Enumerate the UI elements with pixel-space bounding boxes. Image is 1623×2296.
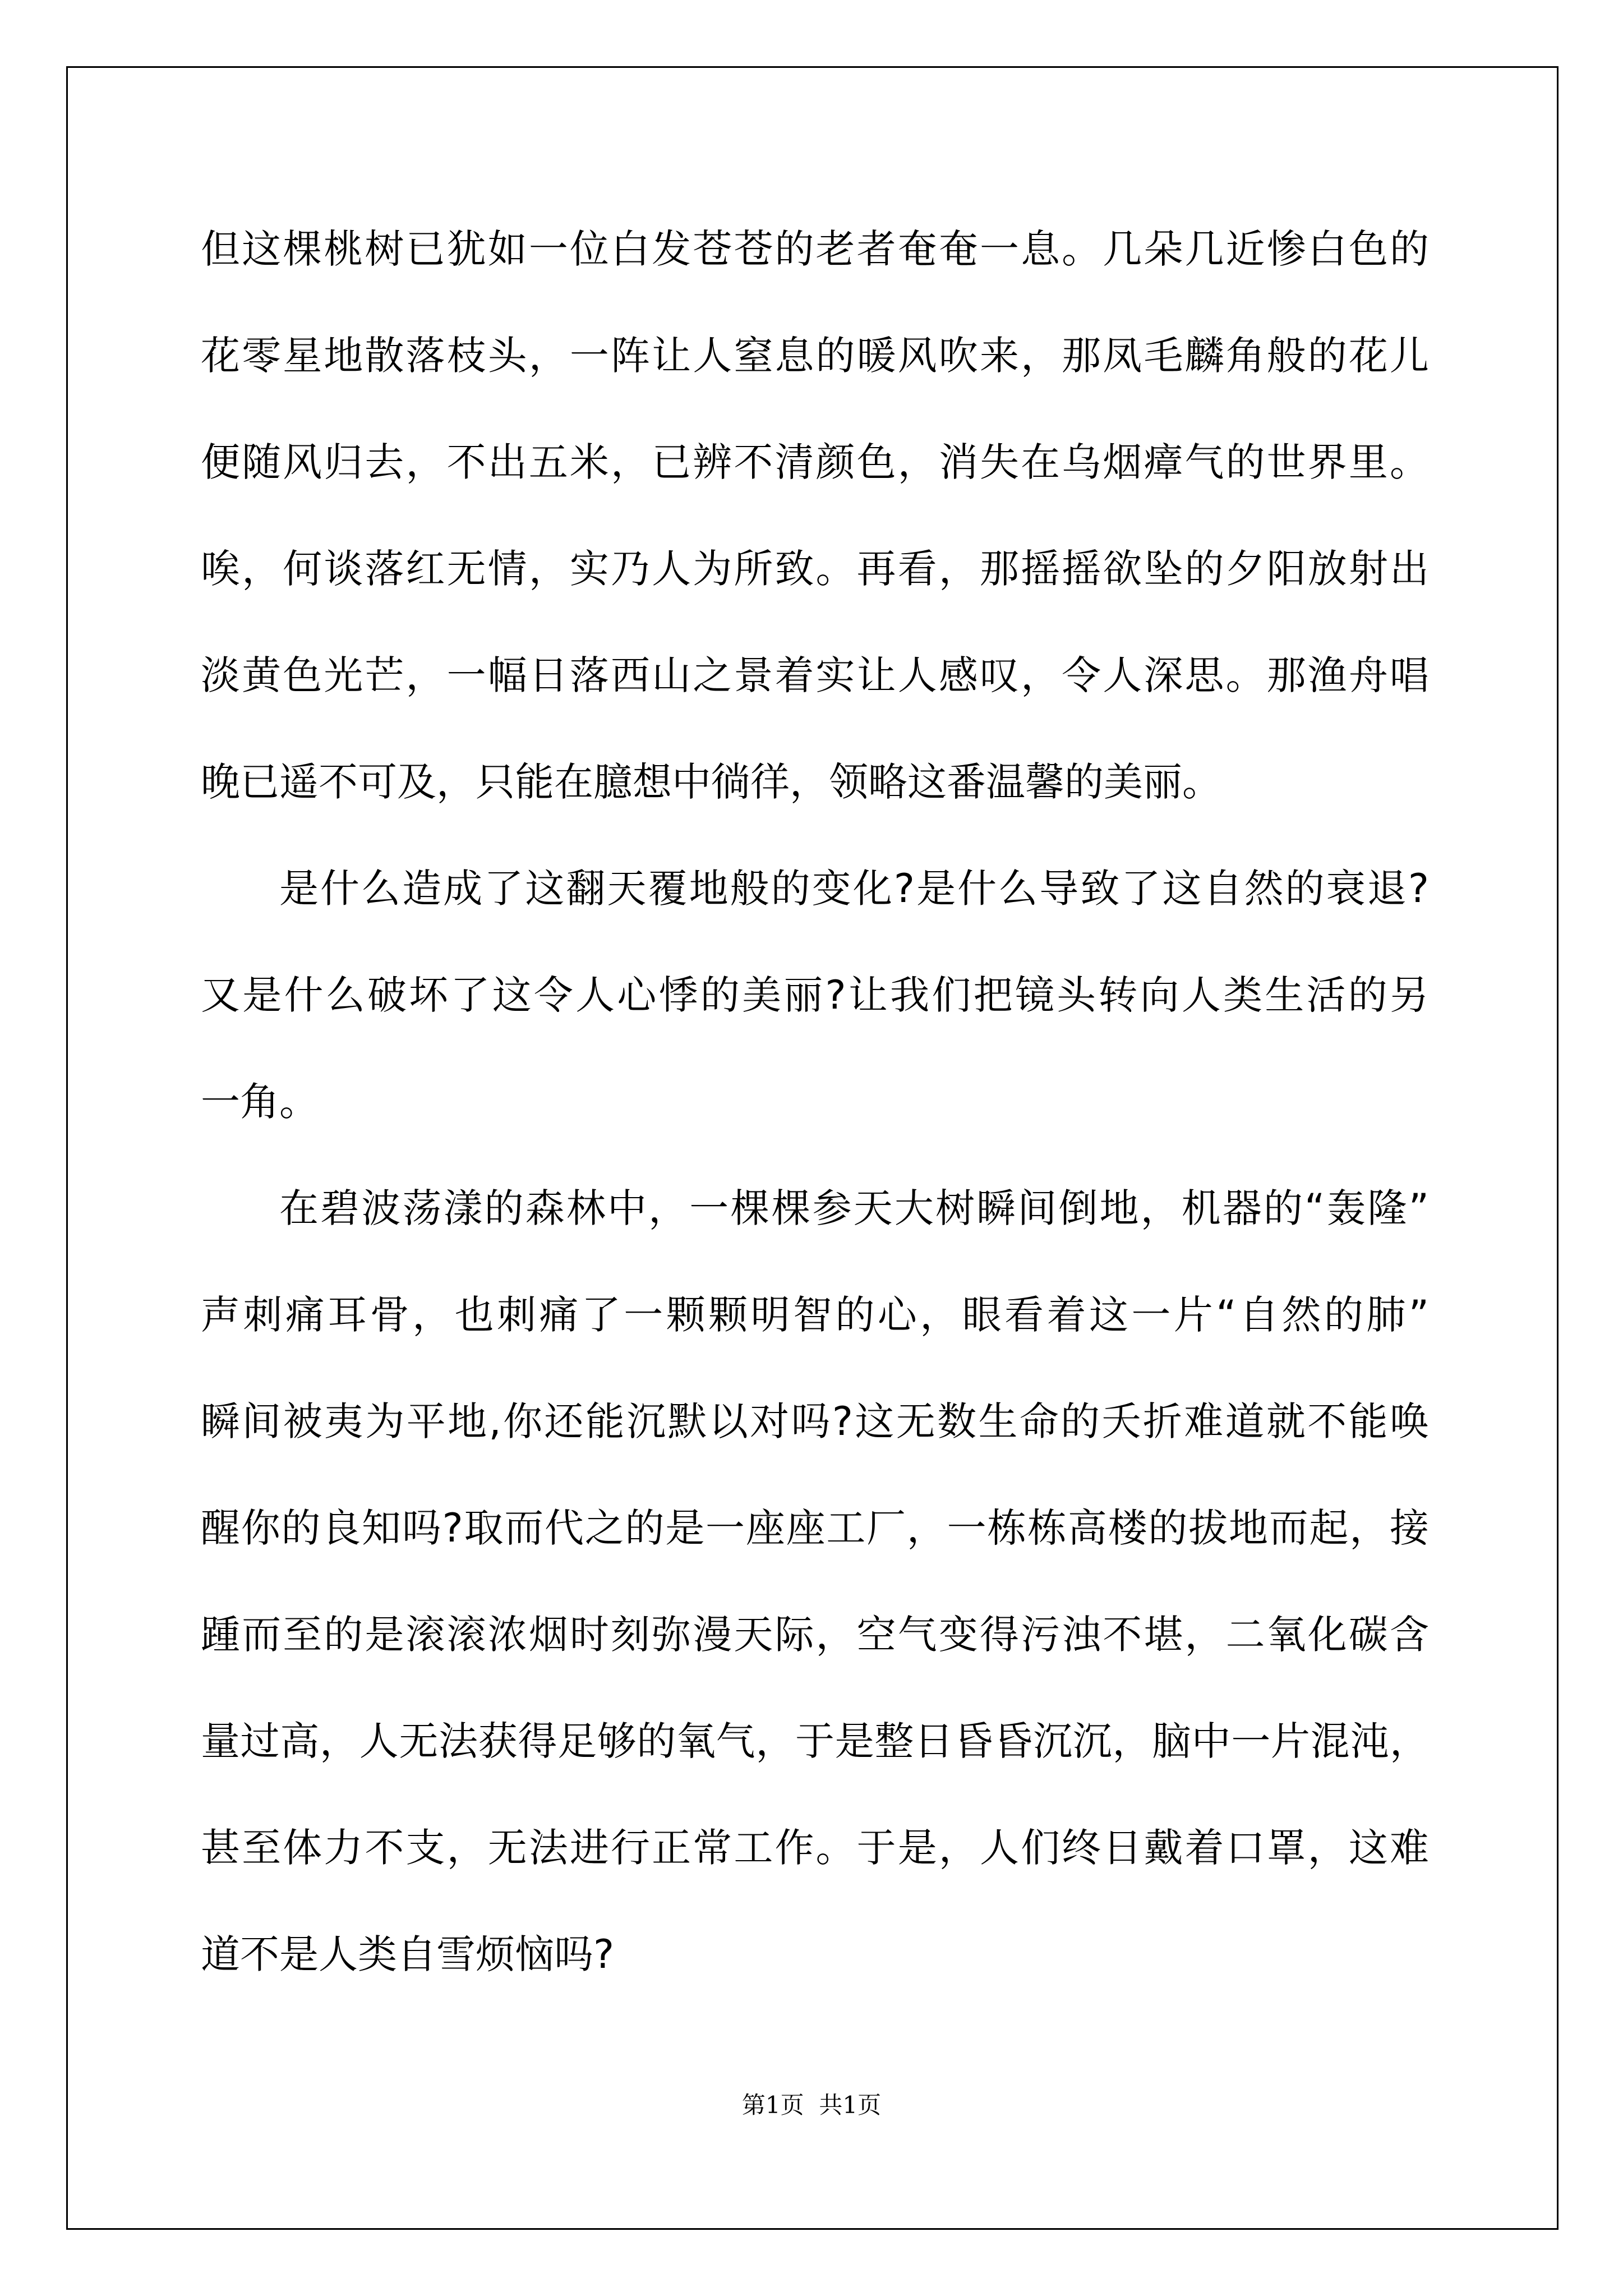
text-line: 一角。 [201, 1079, 319, 1125]
text-line: 量过高，人无法获得足够的氧气，于是整日昏昏沉沉，脑中一片混沌， [201, 1718, 1429, 1764]
text-line: 声刺痛耳骨，也刺痛了一颗颗明智的心，眼看着这一片“自然的肺” [201, 1292, 1429, 1338]
page-number-footer: 第1页 共1页 [741, 2091, 882, 2119]
paragraph-3 [201, 1155, 1429, 2008]
text-line: 晚已遥不可及，只能在臆想中徜徉，领略这番温馨的美丽。 [201, 759, 1221, 805]
text-line: 又是什么破坏了这令人心悸的美丽?让我们把镜头转向人类生活的另 [201, 972, 1429, 1018]
text-line: 醒你的良知吗?取而代之的是一座座工厂，一栋栋高楼的拔地而起，接 [201, 1505, 1429, 1551]
paragraph-2 [201, 835, 1429, 1155]
document-body [201, 196, 1429, 2008]
text-line: 踵而至的是滚滚浓烟时刻弥漫天际，空气变得污浊不堪，二氧化碳含 [201, 1612, 1429, 1658]
text-line: 是什么造成了这翻天覆地般的变化?是什么导致了这自然的衰退? [279, 866, 1429, 912]
text-line: 在碧波荡漾的森林中，一棵棵参天大树瞬间倒地，机器的“轰隆” [279, 1185, 1429, 1231]
text-line: 道不是人类自雪烦恼吗? [201, 1931, 615, 1977]
text-line: 淡黄色光芒，一幅日落西山之景着实让人感叹，令人深思。那渔舟唱 [201, 652, 1429, 698]
text-line: 唉，何谈落红无情，实乃人为所致。再看，那摇摇欲坠的夕阳放射出 [201, 546, 1429, 592]
text-line: 但这棵桃树已犹如一位白发苍苍的老者奄奄一息。几朵几近惨白色的 [201, 226, 1429, 272]
text-line: 甚至体力不支，无法进行正常工作。于是，人们终日戴着口罩，这难 [201, 1825, 1429, 1871]
text-line: 瞬间被夷为平地,你还能沉默以对吗?这无数生命的夭折难道就不能唤 [201, 1398, 1429, 1444]
text-line: 花零星地散落枝头，一阵让人窒息的暖风吹来，那凤毛麟角般的花儿 [201, 333, 1429, 379]
text-line: 便随风归去，不出五米，已辨不清颜色，消失在乌烟瘴气的世界里。 [201, 439, 1429, 485]
paragraph-1 [201, 196, 1429, 835]
